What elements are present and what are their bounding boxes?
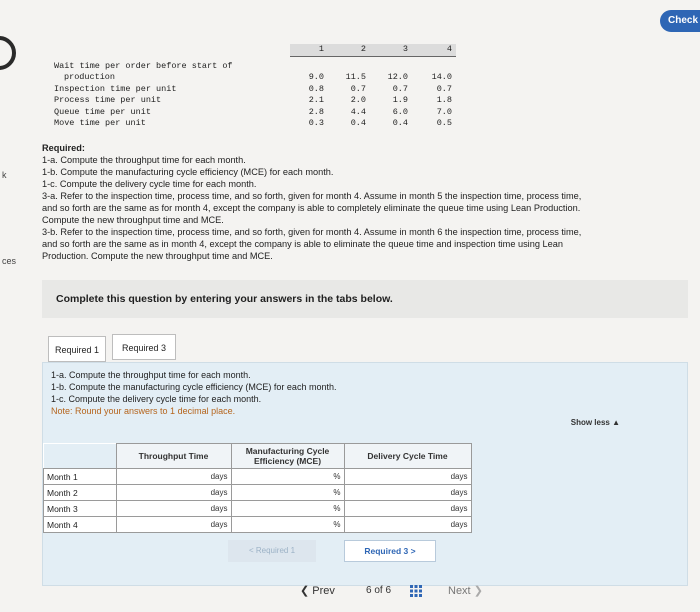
unit-label: days [210, 520, 228, 529]
required-line: 3-b. Refer to the inspection time, process time, and so forth, given for month 4. Assume in month 6 the inspection time, process time, [42, 227, 582, 237]
unit-label: days [450, 520, 468, 529]
required-line: 1-a. Compute the throughput time for each month. [42, 155, 246, 165]
table-row [50, 118, 456, 130]
mce-input[interactable] [231, 501, 344, 517]
panel-instructions [51, 369, 336, 417]
page-indicator [366, 585, 391, 596]
delivery-input[interactable] [344, 517, 471, 533]
required-line: and so forth are the same as in month 4, except the company is able to eliminate the queue time and inspection time using Lean [42, 239, 563, 249]
table-cell: 4.4 [350, 106, 366, 117]
grid-icon-svg [410, 585, 422, 597]
panel-line: 1-c. Compute the delivery cycle time for each month. [51, 394, 262, 404]
table-cell: 0.7 [392, 83, 408, 94]
chevron-left-icon: ❮ [300, 585, 310, 597]
table-cell: 1.8 [436, 95, 452, 105]
row-label: Queue time per unit [54, 106, 151, 117]
next-button[interactable] [448, 584, 483, 597]
table-cell: 0.4 [392, 118, 408, 128]
throughput-input[interactable] [116, 501, 231, 517]
table-row [44, 485, 472, 501]
tab-required-1[interactable]: Required 1 [48, 336, 106, 362]
row-label: Wait time per order before start of [54, 60, 233, 71]
column-header: 4 [412, 44, 456, 56]
row-label: Inspection time per unit [54, 83, 177, 94]
required-line: 3-a. Refer to the inspection time, process time, and so forth, given for month 4. Assume in month 5 the inspection time, process time, [42, 191, 582, 201]
column-header: 3 [370, 44, 412, 56]
data-table [50, 44, 456, 130]
unit-label: days [450, 488, 468, 497]
prev-label: Prev [312, 585, 335, 597]
required-line: Production. Compute the new throughput time and MCE. [42, 251, 273, 261]
table-row [44, 501, 472, 517]
table-row [50, 107, 456, 119]
table-row [50, 95, 456, 107]
row-label: Move time per unit [54, 118, 146, 128]
month-label: Month 4 [44, 517, 117, 533]
table-cell: 9.0 [308, 72, 324, 82]
unit-label: % [333, 472, 341, 481]
table-row [50, 72, 456, 84]
throughput-input[interactable] [116, 517, 231, 533]
required-line: and so forth are the same as for month 4, except the company is able to completely eliminate the queue time using Lean Production. [42, 203, 581, 213]
unit-label: days [210, 488, 228, 497]
header-delivery: Delivery Cycle Time [344, 444, 471, 469]
panel-line: 1-a. Compute the throughput time for each month. [51, 370, 251, 380]
table-cell: 0.7 [350, 83, 366, 94]
mce-input[interactable] [231, 517, 344, 533]
unit-label: % [333, 520, 341, 529]
required-line: Compute the new throughput time and MCE. [42, 215, 224, 225]
prev-required-button[interactable]: < Required 1 [228, 540, 316, 562]
required-line: 1-c. Compute the delivery cycle time for each month. [42, 179, 257, 189]
row-label: production [64, 72, 116, 82]
table-row [50, 84, 456, 96]
page-total: of 6 [374, 585, 392, 596]
instruction-banner: Complete this question by entering your answers in the tabs below. [42, 280, 688, 318]
column-header: 1 [290, 44, 328, 56]
table-cell: 0.8 [308, 83, 324, 94]
table-cell: 0.4 [350, 118, 366, 128]
table-cell: 0.3 [308, 118, 324, 128]
table-row [44, 517, 472, 533]
month-label: Month 2 [44, 485, 117, 501]
grid-icon[interactable] [410, 584, 422, 596]
chevron-right-icon: ❯ [473, 585, 483, 597]
table-cell: 0.7 [436, 83, 452, 94]
required-section [42, 142, 692, 262]
tab-required-3[interactable]: Required 3 [112, 334, 176, 360]
note-text: Note: Round your answers to 1 decimal place. [51, 406, 236, 416]
table-row [50, 61, 456, 73]
row-label: Process time per unit [54, 95, 162, 105]
table-cell: 2.0 [350, 95, 366, 105]
next-label: Next [448, 585, 471, 597]
table-cell: 2.1 [308, 95, 324, 105]
table-cell: 6.0 [392, 106, 408, 117]
table-cell: 1.9 [392, 95, 408, 105]
prev-button[interactable] [300, 584, 335, 597]
panel-line: 1-b. Compute the manufacturing cycle efficiency (MCE) for each month. [51, 382, 337, 392]
page-current: 6 [366, 585, 372, 596]
delivery-input[interactable] [344, 485, 471, 501]
header-mce: Manufacturing Cycle Efficiency (MCE) [231, 444, 344, 469]
table-cell: 11.5 [345, 72, 366, 82]
required-heading: Required: [42, 143, 85, 153]
column-header: 2 [328, 44, 370, 56]
sidebar-item-2[interactable]: ces [2, 256, 17, 266]
table-header-row [50, 44, 456, 56]
sidebar-item-1[interactable]: k [2, 170, 7, 180]
mce-input[interactable] [231, 469, 344, 485]
table-cell: 12.0 [387, 72, 408, 82]
table-cell: 0.5 [436, 118, 452, 128]
left-sidebar [0, 0, 40, 612]
unit-label: % [333, 504, 341, 513]
unit-label: days [210, 504, 228, 513]
next-required-button[interactable]: Required 3 > [344, 540, 436, 562]
mce-input[interactable] [231, 485, 344, 501]
unit-label: % [333, 488, 341, 497]
delivery-input[interactable] [344, 469, 471, 485]
check-button[interactable]: Check [660, 10, 700, 32]
month-label: Month 1 [44, 469, 117, 485]
unit-label: days [210, 472, 228, 481]
table-row [44, 469, 472, 485]
unit-label: days [450, 504, 468, 513]
throughput-input[interactable] [116, 469, 231, 485]
header-throughput: Throughput Time [116, 444, 231, 469]
unit-label: days [450, 472, 468, 481]
table-cell: 7.0 [436, 106, 452, 117]
table-cell: 14.0 [431, 72, 452, 82]
delivery-input[interactable] [344, 501, 471, 517]
throughput-input[interactable] [116, 485, 231, 501]
month-label: Month 3 [44, 501, 117, 517]
answer-table [43, 443, 472, 533]
show-less-link[interactable]: Show less ▲ [570, 418, 620, 427]
table-cell: 2.8 [308, 106, 324, 117]
required-line: 1-b. Compute the manufacturing cycle efficiency (MCE) for each month. [42, 167, 334, 177]
